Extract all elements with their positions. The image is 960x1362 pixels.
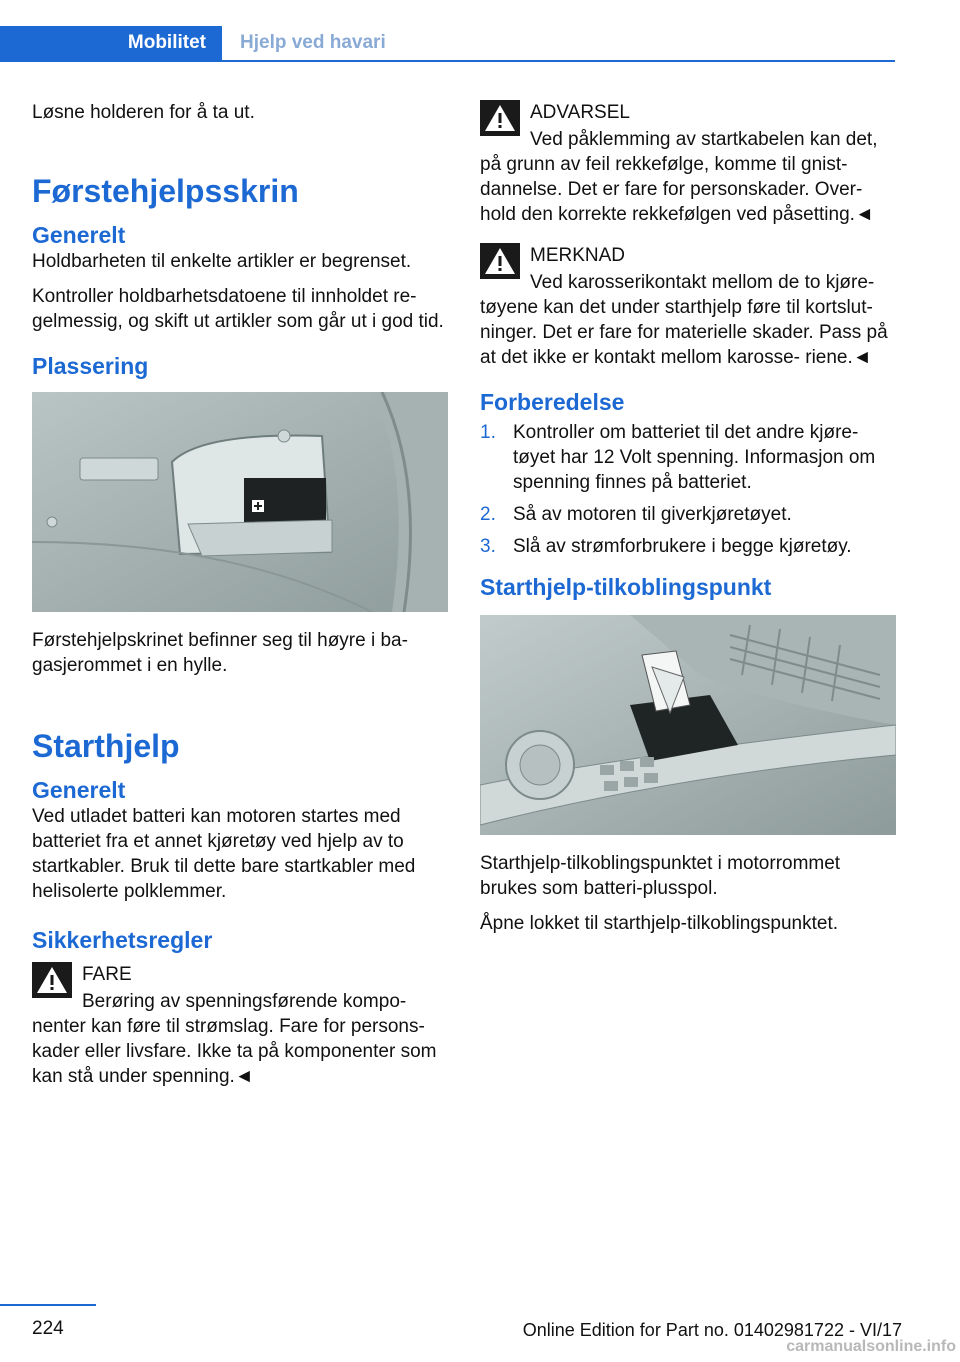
warning-text-first: Ved påklemming av startkabelen kan det,: [530, 129, 878, 150]
subheading-plassering: Plassering: [32, 353, 149, 379]
header-rule: [0, 60, 895, 62]
right-column: [480, 100, 896, 946]
section-title-forstehjelp: Førstehjelpsskrin: [32, 173, 299, 209]
paragraph-kontroller: Kontroller holdbarhetsdatoene til innholdet regelmessig, og skift ut artikler som går ut i god tid.: [32, 286, 444, 332]
warning-text-rest: tøyene kan det under starthjelp føre til kortslut‐ ninger. Det er fare for materielle skader. Pass på at det ikke er kontakt mellom karosse‐ riene.◄: [480, 297, 888, 368]
paragraph-holdbarhet: Holdbarheten til enkelte artikler er begrenset.: [32, 251, 412, 272]
warning-label: ADVARSEL: [530, 102, 630, 123]
first-aid-kit-image: [32, 392, 448, 612]
footer-rule: [0, 1304, 96, 1306]
intro-text: Løsne holderen for å ta ut.: [32, 102, 255, 123]
list-item: 2. Så av motoren til giverkjøretøyet.: [480, 504, 792, 525]
caption-plassering: Førstehjelpskrinet befinner seg til høyre i bagasjerommet i en hylle.: [32, 630, 408, 676]
jump-start-point-image: [480, 615, 896, 835]
page-number: 224: [32, 1318, 64, 1339]
subheading-tilkoblingspunkt: Starthjelp-tilkoblingspunkt: [480, 574, 772, 600]
section-title-starthjelp: Starthjelp: [32, 728, 180, 764]
watermark: carmanualsonline.info: [786, 1338, 956, 1355]
list-item: 1. Kontroller om batteriet til det andre kjøre‐ tøyet har 12 Volt spenning. Informasjon om spenning finnes på batteriet.: [480, 422, 876, 493]
warning-text-first: Berøring av spenningsførende kompo‐: [82, 991, 407, 1012]
chapter-tab-mobilitet: Mobilitet: [0, 26, 222, 60]
warning-label: FARE: [82, 964, 132, 985]
warning-advarsel: [480, 100, 896, 227]
warning-text-rest: på grunn av feil rekkefølge, komme til gnist‐ dannelse. Det er fare for personskader. Over‐ hold den korrekte rekkefølgen ved påsetting.◄: [480, 154, 874, 225]
warning-triangle-icon: [480, 243, 520, 279]
paragraph-utladet: Ved utladet batteri kan motoren startes med batteriet fra et annet kjøretøy ved hjelp av to startkabler. Bruk til dette bare startkabler med helisolerte polklemmer.: [32, 806, 416, 902]
left-column: [32, 100, 448, 1089]
subheading-sikkerhetsregler: Sikkerhetsregler: [32, 927, 213, 953]
warning-triangle-icon: [32, 962, 72, 998]
chapter-tab-hjelp: Hjelp ved havari: [240, 32, 386, 53]
warning-label: MERKNAD: [530, 245, 626, 266]
page-header: [0, 0, 960, 64]
subheading-generelt-2: Generelt: [32, 777, 126, 803]
subheading-generelt: Generelt: [32, 222, 126, 248]
list-item: 3. Slå av strømforbrukere i begge kjøretøy.: [480, 536, 852, 557]
warning-triangle-icon: [480, 100, 520, 136]
warning-fare: [32, 962, 448, 1089]
subheading-forberedelse: Forberedelse: [480, 389, 625, 415]
caption-tilkobling: Starthjelp-tilkoblingspunktet i motorrommet brukes som batteri-plusspol.: [480, 853, 841, 899]
warning-merknad: [480, 243, 896, 370]
warning-text-rest: nenter kan føre til strømslag. Fare for persons‐ kader eller livsfare. Ikke ta på komponenter som kan stå under spenning.◄: [32, 1016, 437, 1087]
steps-list: [480, 420, 896, 559]
edition-text: Online Edition for Part no. 01402981722 - VI/17: [522, 1320, 902, 1340]
paragraph-apne-lokket: Åpne lokket til starthjelp-tilkoblingspunktet.: [480, 913, 839, 934]
warning-text-first: Ved karosserikontakt mellom de to kjøre‐: [530, 272, 875, 293]
